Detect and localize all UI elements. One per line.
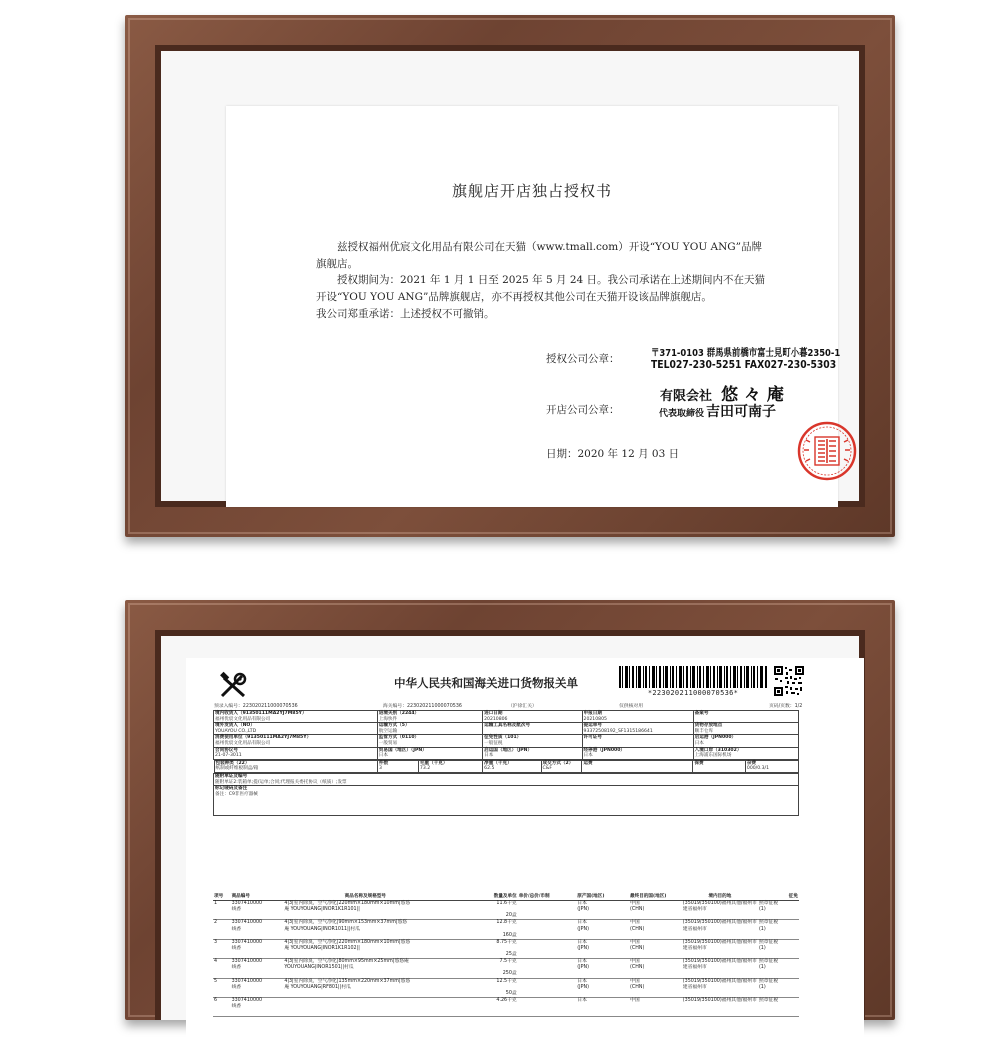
packing-cell: 包装种类（22） 纸制或纤维板制盒/箱 — [214, 760, 378, 772]
stamp-tel-fax: TEL027-230-5251 FAX027-230-5303 — [651, 358, 837, 371]
item-number-line: 3 — [214, 939, 218, 945]
domestic-destination — [682, 978, 758, 997]
item-number-line: 2 — [214, 920, 218, 926]
pre-entry-number: 预录入编号：223020211000070536 — [214, 704, 298, 709]
levy-type-line: (1) — [758, 984, 766, 990]
commodity-code — [231, 959, 284, 978]
authorizing-company-label: 授权公司公章： — [546, 353, 620, 365]
header-cell: 贸易国（地区）（JPN） 日本 — [377, 747, 482, 759]
header-row-2 — [214, 723, 799, 735]
levy-type-line: 照章征税 — [758, 920, 779, 926]
commodity-spec-line: 庵 YOUYOUANG|INOR1K1R101|| — [284, 907, 360, 913]
domestic-destination-line: (35019/350100)福州其他/福州市 — [682, 978, 757, 984]
goods-header: 征免 — [758, 892, 799, 901]
authorization-letter — [226, 106, 841, 507]
commodity-code-line: 3307410000 — [231, 920, 263, 926]
quantity — [447, 978, 517, 997]
domestic-destination-line: 建省福州市 — [682, 965, 707, 971]
goods-header: 原产国(地区) — [576, 892, 629, 901]
header-cell: 境外发货人（NO） YOUAYOU CO.,LTD — [214, 723, 378, 735]
domestic-destination — [682, 959, 758, 978]
goods-row — [213, 998, 799, 1017]
unit-price — [518, 939, 577, 958]
commodity-code — [231, 920, 284, 939]
picture-frame-bottom — [125, 600, 895, 1020]
goods-row — [213, 959, 799, 978]
header-cell: 启运港（JPN000） 日本 — [693, 735, 798, 747]
levy-type — [758, 998, 799, 1017]
destination-country-line: 中国 — [630, 998, 640, 1004]
commodity-code — [231, 978, 284, 997]
commodity-code-line: 线香 — [231, 965, 242, 971]
stamp-address: 〒371-0103 群馬県前橋市富士見町小暮2350-1 — [651, 348, 841, 359]
unit-price — [518, 959, 577, 978]
commodity-code-line: 线香 — [231, 946, 242, 952]
levy-type — [758, 920, 799, 939]
levy-type-line: (1) — [758, 926, 766, 932]
header-cell: 启运国（地区）（JPN） 日本 — [483, 747, 582, 759]
commodity-code-line: 线香 — [231, 907, 242, 913]
letter-paragraph-1: 兹授权福州优宸文化用品有限公司在天猫（www.tmall.com）开设“YOU YOU ANG”品牌旗舰店。 — [316, 241, 763, 270]
levy-type-line: 照章征税 — [758, 901, 779, 906]
header-cell: 运输工具名称及航次号 — [483, 723, 582, 735]
item-number-line: 6 — [214, 998, 218, 1004]
origin-country — [576, 998, 629, 1017]
commodity-spec — [283, 920, 447, 939]
unit-price — [518, 901, 577, 920]
goods-header: 数量及单位 — [447, 892, 517, 901]
red-seal-icon — [796, 420, 858, 482]
goods-row — [213, 939, 799, 958]
commodity-spec-line: 4|3|室内除臭，空气净化|80mm×95mm×25mm|悠悠庵 — [284, 959, 409, 965]
domestic-destination-line: (35019/350100)福州其他/福州市 — [682, 939, 757, 945]
origin-country-line: (JPN) — [577, 984, 589, 990]
goods-row — [213, 920, 799, 939]
domestic-destination — [682, 920, 758, 939]
header-cell: 运输方式（5） 航空运输 — [377, 723, 482, 735]
commodity-code-line: 线香 — [231, 926, 242, 932]
documents-cell: 随附单证及编号 随附单证2:装箱单;提/运单;合同;代理报关委托协议（纸质）;发票 — [214, 773, 799, 785]
quantity — [447, 901, 517, 920]
domestic-destination — [682, 901, 758, 920]
store-company-label: 开店公司公章： — [546, 404, 620, 416]
destination-country-line — [630, 1004, 681, 1010]
quantity-line: 20盒 — [505, 913, 517, 919]
goods-header-row — [213, 892, 799, 901]
domestic-destination-line: (35019/350100)福州其他/福州市 — [682, 920, 757, 926]
stamp-rep-title: 代表取締役 — [659, 409, 705, 419]
origin-country-line: (JPN) — [577, 965, 589, 971]
commodity-spec — [283, 939, 447, 958]
packing-cell: 净重（千克） 62.5 — [483, 760, 541, 772]
levy-type-line: (1) — [758, 946, 766, 952]
quantity-line: 11.6千克 — [496, 901, 517, 906]
destination-country-line: (CHN) — [630, 907, 645, 913]
levy-type — [758, 901, 799, 920]
domestic-destination-line — [683, 1004, 757, 1010]
commodity-spec-line: YOUYOUANG|INOR1501||村瓜 — [284, 965, 354, 971]
commodity-spec — [283, 959, 447, 978]
quantity — [447, 959, 517, 978]
destination-country — [629, 959, 682, 978]
commodity-spec-line: 4|3|室内除臭，空气净化|220mm×180mm×10mm|悠悠 — [284, 901, 411, 906]
packing-row — [214, 759, 799, 773]
commodity-code-line: 3307410000 — [231, 959, 263, 965]
origin-country-line: 日本 — [577, 959, 587, 965]
destination-country — [629, 978, 682, 997]
packing-cell: 成交方式（2） C&F — [541, 760, 582, 772]
commodity-spec-line: 4|3|室内除臭，空气净化|90mm×153mm×37mm|悠悠 — [284, 920, 408, 926]
commodity-code-line: 3307410000 — [231, 901, 263, 906]
reference-only-note: 仅供核对用 — [619, 704, 643, 709]
packing-cell: 保费 — [693, 760, 746, 772]
quantity-line: 7.5千克 — [499, 959, 517, 965]
frame-mat — [161, 636, 859, 1020]
item-number — [213, 978, 231, 997]
quantity-line: 250盒 — [502, 971, 517, 977]
origin-country — [576, 978, 629, 997]
letter-title: 旗舰店开店独占授权书 — [451, 182, 612, 200]
destination-country-line: (CHN) — [630, 946, 645, 952]
commodity-code-line: 3307410000 — [231, 939, 263, 945]
header-cell: 备案号 — [693, 711, 798, 723]
packing-cell: 杂费 000/0.3/1 — [745, 760, 798, 772]
letter-date: 日期：2020 年 12 月 03 日 — [546, 448, 680, 460]
header-cell: 许可证号 — [582, 735, 693, 747]
origin-country-line: (JPN) — [577, 926, 589, 932]
origin-country-line: 日本 — [577, 939, 587, 945]
origin-country-line: 日本 — [577, 920, 587, 926]
marks-row — [214, 786, 799, 816]
stamp-rep-name: 吉田可南子 — [706, 404, 776, 420]
goods-header: 项号 — [213, 892, 231, 901]
unit-price — [518, 920, 577, 939]
customs-office-tag: （沪徐汇关） — [508, 704, 537, 709]
quantity-line: 8.75千克 — [496, 939, 517, 945]
item-number-line: 5 — [214, 978, 218, 984]
quantity-line: 4.26千克 — [496, 998, 517, 1004]
destination-country-line: (CHN) — [630, 926, 645, 932]
frame-mat — [161, 51, 859, 501]
letter-paragraph-3: 我公司郑重承诺：上述授权不可撤销。 — [316, 308, 495, 320]
levy-type-line: 照章征税 — [758, 998, 779, 1004]
commodity-spec-line: 庵 YOUYOUANG|INOR1K1R102|| — [284, 946, 360, 952]
customs-emblem-icon — [218, 670, 248, 700]
commodity-spec-line: 4|3|室内除臭，空气净化|220mm×180mm×10mm|悠悠 — [284, 939, 411, 945]
header-cell: 监管方式（0110） 一般贸易 — [377, 735, 482, 747]
origin-country-line: (JPN) — [577, 907, 589, 913]
domestic-destination-line: (35019/350100)福州其他/福州市 — [682, 998, 757, 1004]
destination-country — [629, 920, 682, 939]
header-cell: 经停港（JPN000） 日本 — [582, 747, 693, 759]
header-cell: 合同协议号 21-07-3011 — [214, 747, 378, 759]
header-row-1 — [214, 711, 799, 723]
destination-country-line: (CHN) — [630, 965, 645, 971]
levy-type — [758, 978, 799, 997]
unit-price — [518, 978, 577, 997]
domestic-destination — [682, 939, 758, 958]
declaration-header-table — [213, 710, 799, 816]
header-cell: 进境关别（2244） 上海快件 — [377, 711, 482, 723]
origin-country-line: 日本 — [577, 978, 587, 984]
origin-country — [576, 920, 629, 939]
levy-type — [758, 959, 799, 978]
origin-country-line: 日本 — [577, 901, 587, 906]
barcode-number: *223020211000070536* — [647, 689, 739, 697]
origin-country-line — [577, 1004, 628, 1010]
domestic-destination-line: (35019/350100)福州其他/福州市 — [682, 901, 757, 906]
commodity-spec-line: 庵 YOUYOUANG|RF801||村瓜 — [284, 984, 351, 990]
letter-paragraph-2: 授权期间为：2021 年 1 月 1 日至 2025 年 5 月 24 日。我公司承诺在上述期间内不在天猫开设“YOU YOU ANG”品牌旗舰店，亦不再授权其他公司在天猫开设该品牌旗舰店。 — [316, 274, 766, 303]
customs-declaration — [186, 658, 864, 1058]
header-cell: 入境口岸（310302） 上海浦东国际机场 — [693, 747, 798, 759]
domestic-destination-line: 建省福州市 — [682, 907, 707, 913]
goods-header: 境内目的地 — [682, 892, 758, 901]
destination-country-line: 中国 — [630, 901, 640, 906]
customs-number: 海关编号：223020211000070536 — [383, 704, 462, 709]
commodity-code-line: 3307410000 — [231, 998, 263, 1004]
quantity-line: 12.8千克 — [496, 920, 517, 926]
item-number-line: 4 — [214, 959, 218, 965]
packing-cell: 毛重（千克） 73.2 — [418, 760, 482, 772]
domestic-destination-line: 建省福州市 — [682, 946, 707, 952]
header-cell: 货物存放地点 顺丰仓库 — [693, 723, 798, 735]
domestic-destination-line: (35019/350100)福州其他/福州市 — [682, 959, 757, 965]
packing-table — [214, 760, 799, 773]
quantity — [447, 998, 517, 1017]
item-number — [213, 959, 231, 978]
goods-body — [213, 901, 799, 1017]
origin-country — [576, 901, 629, 920]
quantity-line — [448, 1010, 516, 1016]
picture-frame-top — [125, 15, 895, 537]
marks-cell: 标记唛码及备注 备注：C9非医疗器械 — [214, 786, 799, 816]
commodity-spec-line — [284, 1004, 446, 1010]
commodity-spec — [283, 978, 447, 997]
origin-country-line: 日本 — [577, 998, 587, 1004]
header-cell: 征免性质（101） 一般征税 — [483, 735, 582, 747]
commodity-code — [231, 901, 284, 920]
quantity-line: 12.5千克 — [496, 978, 517, 984]
commodity-spec-line: 4|3|室内除臭，空气净化|135mm×220mm×37mm|悠悠 — [284, 978, 411, 984]
commodity-spec-line: 庵 YOUYOUANG|INOR1011||村瓜 — [284, 926, 360, 932]
header-row-3 — [214, 735, 799, 747]
commodity-code-line: 线香 — [231, 984, 242, 990]
header-cell: 进口日期 20210806 — [483, 711, 582, 723]
destination-country-line: 中国 — [630, 978, 640, 984]
header-cell: 申报日期 20210805 — [582, 711, 693, 723]
origin-country — [576, 939, 629, 958]
levy-type-line: 照章征税 — [758, 959, 779, 965]
destination-country-line: (CHN) — [630, 984, 645, 990]
packing-cell: 件数 3 — [378, 760, 419, 772]
destination-country-line: 中国 — [630, 939, 640, 945]
commodity-spec — [283, 998, 447, 1017]
levy-type — [758, 939, 799, 958]
packing-row-wrapper — [214, 759, 799, 773]
levy-type-line: (1) — [758, 965, 766, 971]
commodity-code-line: 3307410000 — [231, 978, 263, 984]
qr-code-icon — [774, 666, 804, 696]
commodity-code — [231, 939, 284, 958]
levy-type-line: 照章征税 — [758, 939, 779, 945]
quantity-line: 25盒 — [505, 952, 517, 958]
header-row-4 — [214, 747, 799, 759]
header-cell: 提运单号 93372508192_SF1315186641 — [582, 723, 693, 735]
item-number — [213, 901, 231, 920]
item-number — [213, 998, 231, 1017]
unit-price — [518, 998, 577, 1017]
commodity-spec — [283, 901, 447, 920]
stamp-company-prefix: 有限会社 — [660, 389, 713, 404]
item-number — [213, 920, 231, 939]
header-cell: 境内收货人（91350111MA2YJ7M85Y） 福州优宸文化用品有限公司 — [214, 711, 378, 723]
destination-country-line: 中国 — [630, 920, 640, 926]
goods-header: 商品名称及规格型号 — [283, 892, 447, 901]
goods-row — [213, 978, 799, 997]
levy-type-line: 照章征税 — [758, 978, 779, 984]
levy-type-line — [759, 1004, 798, 1010]
documents-row — [214, 773, 799, 785]
origin-country-line: (JPN) — [577, 946, 589, 952]
barcode-icon — [619, 666, 767, 688]
origin-country — [576, 959, 629, 978]
quantity — [447, 939, 517, 958]
destination-country — [629, 998, 682, 1017]
item-number-line: 1 — [214, 901, 218, 906]
quantity — [447, 920, 517, 939]
destination-country-line: 中国 — [630, 959, 640, 965]
declaration-title: 中华人民共和国海关进口货物报关单 — [394, 676, 578, 690]
goods-header: 商品编号 — [231, 892, 284, 901]
destination-country — [629, 939, 682, 958]
commodity-code — [231, 998, 284, 1017]
header-cell: 消费使用单位（91350111MA2YJ7M85Y） 福州优宸文化用品有限公司 — [214, 735, 378, 747]
page-number: 页码/页数：1/2 — [769, 704, 803, 709]
domestic-destination — [682, 998, 758, 1017]
domestic-destination-line: 建省福州市 — [682, 984, 707, 990]
levy-type-line: (1) — [758, 907, 766, 913]
quantity-line: 160盒 — [502, 932, 517, 938]
destination-country — [629, 901, 682, 920]
packing-cell: 运费 — [582, 760, 693, 772]
goods-header: 最终目的国(地区) — [629, 892, 682, 901]
goods-table — [213, 892, 799, 1017]
goods-row — [213, 901, 799, 920]
goods-header: 单价/总价/币制 — [518, 892, 577, 901]
domestic-destination-line: 建省福州市 — [682, 926, 707, 932]
stamp-company-name: 悠 々 庵 — [721, 385, 784, 405]
item-number — [213, 939, 231, 958]
quantity-line: 50盒 — [505, 990, 517, 996]
commodity-code-line: 线香 — [231, 1004, 242, 1010]
